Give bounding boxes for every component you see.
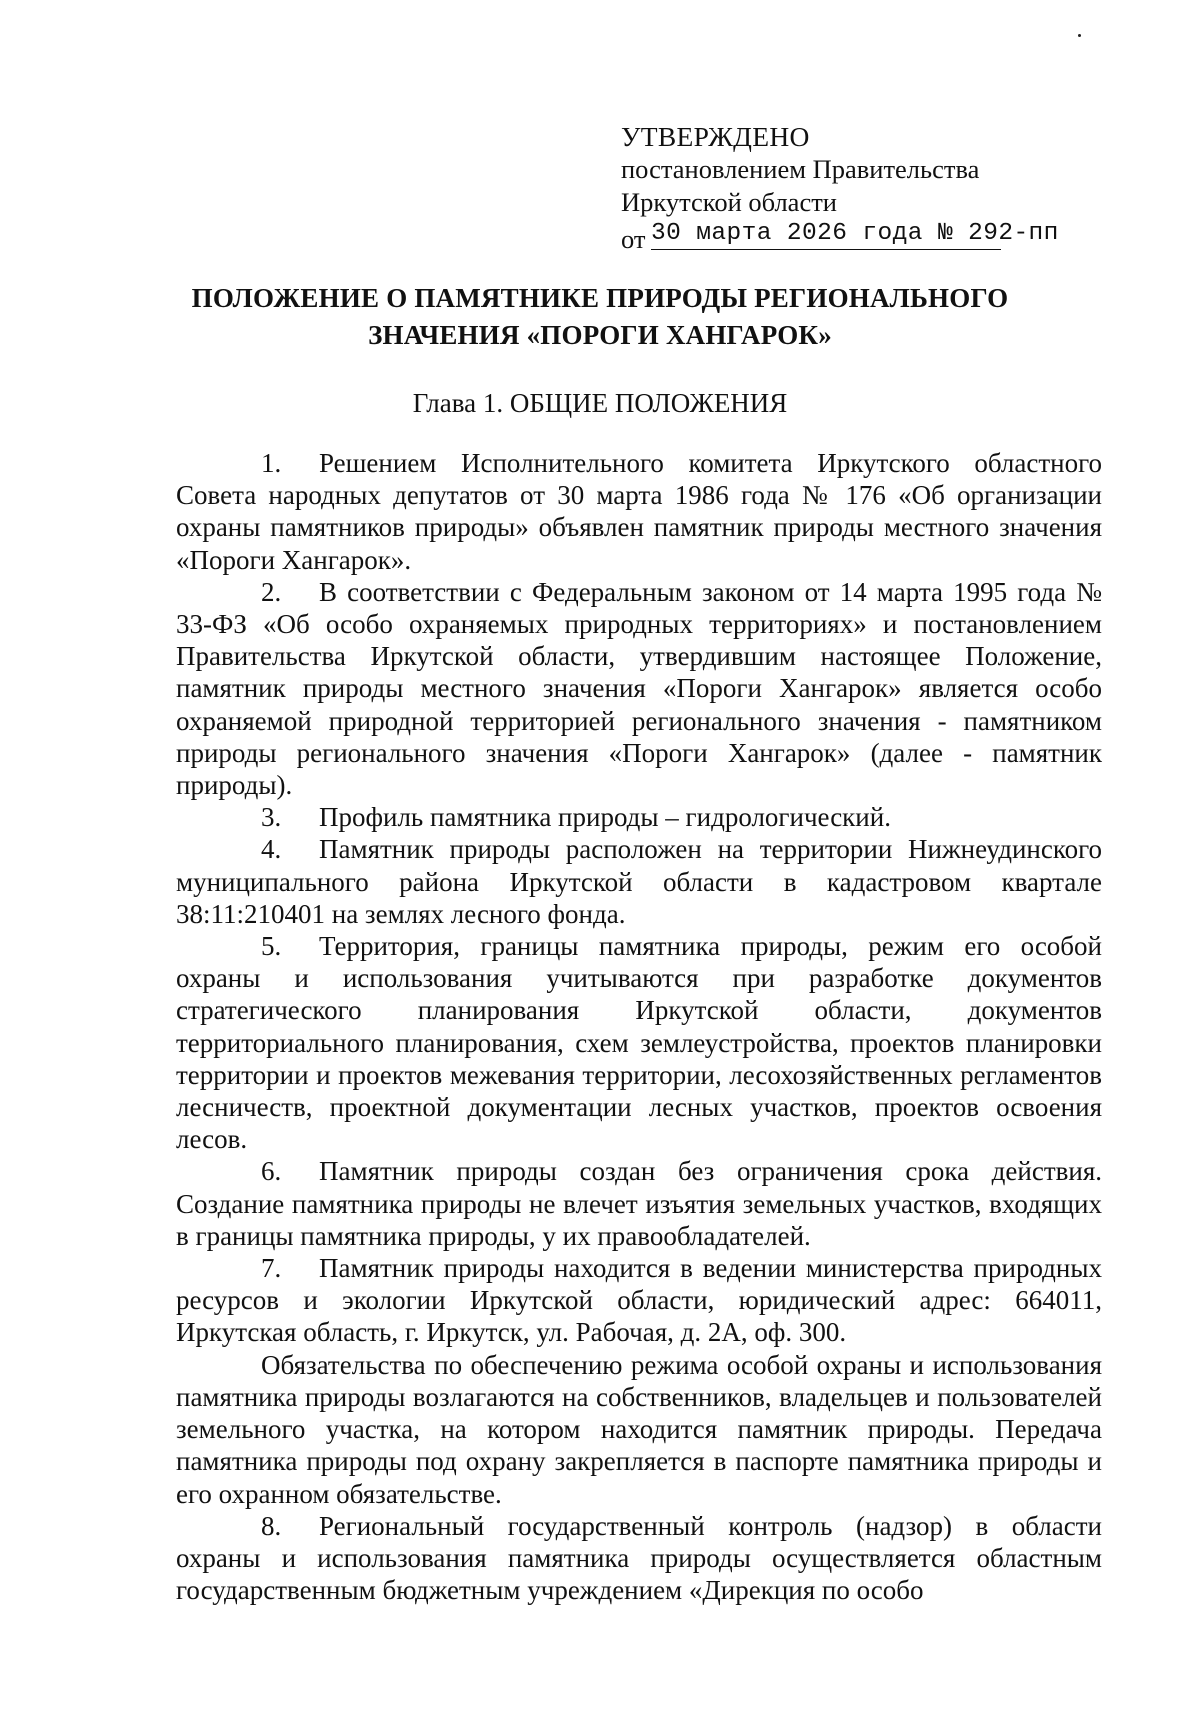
paragraph-text: Профиль памятника природы – гидрологический.: [319, 802, 891, 833]
paragraph-text: В соответствии с Федеральным законом от 14 марта 1995 года № 33-ФЗ «Об особо охраняемых природных территориях» и постановлением Правительства Иркутской области, утвердившим настоящее Положение, памятник природы местного значения «Пороги Хангарок» является особо охраняемой природной территорией регионального значения - памятником природы регионального значения «Пороги Хангарок» (далее - памятник природы).: [176, 576, 1102, 801]
paragraph: [176, 930, 1102, 1155]
paragraph-text: Решением Исполнительного комитета Иркутского областного Совета народных депутатов от 30 марта 1986 года № 176 «Об организации охраны памятников природы» объявлен памятник природы местного значения «Пороги Хангарок».: [176, 448, 1102, 575]
paragraph-number: 3.: [261, 802, 282, 833]
document-title-line-1: ПОЛОЖЕНИЕ О ПАМЯТНИКЕ ПРИРОДЫ РЕГИОНАЛЬНОГО: [191, 283, 1009, 313]
document-title-line-2: ЗНАЧЕНИЯ «ПОРОГИ ХАНГАРОК»: [368, 320, 832, 350]
approval-from-prefix: от: [621, 224, 646, 254]
chapter-heading: Глава 1. ОБЩИЕ ПОЛОЖЕНИЯ: [412, 388, 788, 418]
paragraph: [176, 447, 1102, 576]
paragraph-text: Памятник природы находится в ведении министерства природных ресурсов и экологии Иркутской области, юридический адрес: 664011, Иркутская область, г. Иркутск, ул. Рабочая, д. 2А, оф. 300.: [176, 1253, 1102, 1348]
paragraph: [176, 1510, 1102, 1607]
approval-date-underline: [651, 249, 1001, 250]
paragraph-number: 6.: [261, 1156, 282, 1187]
paragraph-number: 7.: [261, 1253, 282, 1284]
approval-line-1: постановлением Правительства: [621, 154, 980, 184]
paragraph: [176, 1155, 1102, 1252]
paragraph-text: Памятник природы создан без ограничения срока действия. Создание памятника природы не влечет изъятия земельных участков, входящих в границы памятника природы, у их правообладателей.: [176, 1156, 1102, 1251]
paragraph: [176, 1252, 1102, 1349]
approved-heading: УТВЕРЖДЕНО: [621, 121, 810, 152]
paragraph-text: Региональный государственный контроль (надзор) в области охраны и использования памятника природы осуществляется областным государственным бюджетным учреждением «Дирекция по особо: [176, 1510, 1102, 1606]
paragraph-text: Обязательства по обеспечению режима особой охраны и использования памятника природы возлагаются на собственников, владельцев и пользователей земельного участка, на котором находится памятник природы. Передача памятника природы под охрану закрепляется в паспорте памятника природы и его охранном обязательстве.: [176, 1349, 1102, 1509]
paragraph: [176, 833, 1102, 930]
paragraph-number: 2.: [261, 576, 282, 607]
paragraph-number: 5.: [261, 931, 282, 962]
paragraph-unnumbered: [176, 1349, 1102, 1510]
approval-date-number: 30 марта 2026 года № 292-пп: [651, 220, 1059, 247]
paragraph-text: Памятник природы расположен на территории Нижнеудинского муниципального района Иркутской области в кадастровом квартале 38:11:210401 на землях лесного фонда.: [176, 834, 1102, 929]
document-title: [150, 280, 1050, 354]
approval-line-2: Иркутской области: [621, 187, 837, 217]
approval-stamp-block: [621, 120, 1061, 259]
scan-speck: [1078, 34, 1081, 37]
paragraph-number: 8.: [261, 1510, 282, 1541]
paragraph: [176, 576, 1102, 801]
document-body: [176, 447, 1102, 1606]
paragraph-text: Территория, границы памятника природы, режим его особой охраны и использования учитываются при разработке документов стратегического планирования Иркутской области, документов территориального планирования, схем землеустройства, проектов планировки территории и проектов межевания территории, лесохозяйственных регламентов лесничеств, проектной документации лесных участков, проектов освоения лесов.: [176, 931, 1102, 1155]
paragraph-number: 1.: [261, 448, 282, 478]
approval-date-line: [621, 219, 1061, 259]
paragraph: [176, 801, 1102, 833]
paragraph-number: 4.: [261, 834, 282, 865]
